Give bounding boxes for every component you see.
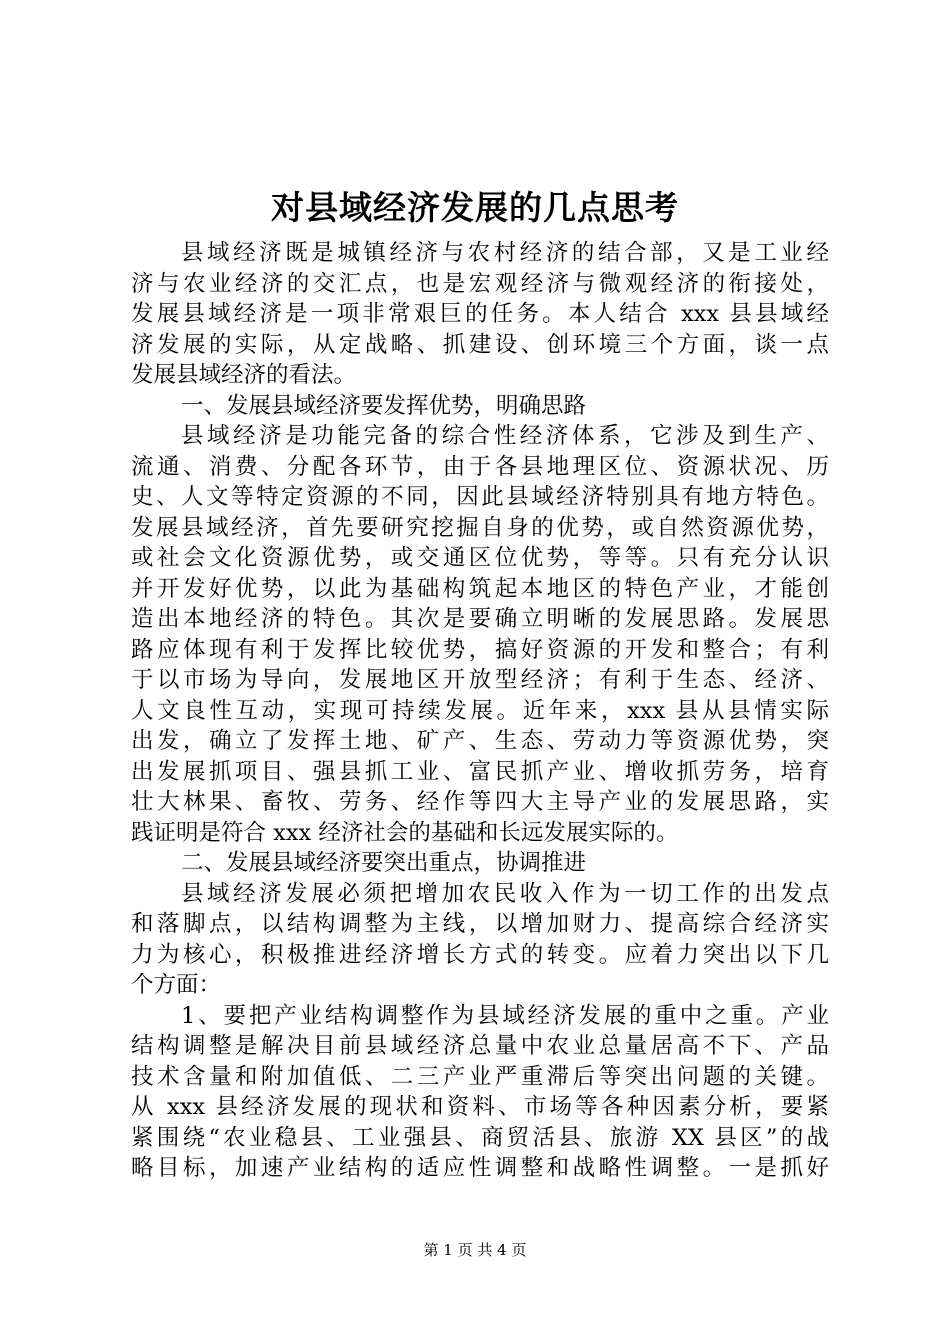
text-line: 造出本地经济的特色。其次是要确立明晰的发展思路。发展思 <box>131 606 829 632</box>
text-line: 发展县域经济，首先要研究挖掘自身的优势，或自然资源优势， <box>131 514 829 541</box>
text-line: 结构调整是解决目前县域经济总量中农业总量居高不下、产品 <box>131 1033 829 1059</box>
text-line: 县域经济既是城镇经济与农村经济的结合部，又是工业经 <box>181 240 829 266</box>
text-line: 发展县域经济的看法。 <box>131 362 357 388</box>
text-line: 技术含量和附加值低、二三产业严重滞后等突出问题的关键。 <box>131 1063 829 1090</box>
text-line: 发展县域经济是一项非常艰巨的任务。本人结合 xxx 县县域经 <box>131 301 829 327</box>
document-body <box>131 238 829 1184</box>
text-line: 一、发展县域经济要发挥优势，明确思路 <box>181 392 587 419</box>
text-line: 史、人文等特定资源的不同，因此县域经济特别具有地方特色。 <box>131 484 829 510</box>
text-line: 出发展抓项目、强县抓工业、富民抓产业、增收抓劳务，培育 <box>131 758 829 785</box>
text-line: 县域经济发展必须把增加农民收入作为一切工作的出发点 <box>181 880 829 907</box>
text-line: 济发展的实际，从定战略、抓建设、创环境三个方面，谈一点 <box>131 331 829 358</box>
text-line: 出发，确立了发挥土地、矿产、生态、劳动力等资源优势，突 <box>131 728 829 754</box>
document-title: 对县域经济发展的几点思考 <box>271 188 679 227</box>
text-line: 紧围绕“农业稳县、工业强县、商贸活县、旅游 XX 县区”的战 <box>131 1124 829 1151</box>
text-line: 略目标，加速产业结构的适应性调整和战略性调整。一是抓好 <box>131 1155 829 1181</box>
text-line: 或社会文化资源优势，或交通区位优势，等等。只有充分认识 <box>131 545 829 571</box>
text-line: 和落脚点，以结构调整为主线，以增加财力、提高综合经济实 <box>131 911 829 937</box>
page-number-footer: 第 1 页 共 4 页 <box>423 1241 527 1259</box>
text-line: 1、要把产业结构调整作为县域经济发展的重中之重。产业 <box>181 1002 829 1029</box>
text-line: 济与农业经济的交汇点，也是宏观经济与微观经济的衔接处， <box>131 270 829 297</box>
text-line: 路应体现有利于发挥比较优势，搞好资源的开发和整合；有利 <box>131 636 829 663</box>
text-line: 二、发展县域经济要突出重点，协调推进 <box>181 850 587 876</box>
text-line: 个方面： <box>131 972 222 998</box>
text-line: 从 xxx 县经济发展的现状和资料、市场等各种因素分析，要紧 <box>131 1094 829 1120</box>
text-line: 流通、消费、分配各环节，由于各县地理区位、资源状况、历 <box>131 453 829 480</box>
text-line: 人文良性互动，实现可持续发展。近年来，xxx 县从县情实际 <box>131 697 829 724</box>
text-line: 壮大林果、畜牧、劳务、经作等四大主导产业的发展思路，实 <box>131 789 829 815</box>
text-line: 于以市场为导向，发展地区开放型经济；有利于生态、经济、 <box>131 667 829 693</box>
text-line: 县域经济是功能完备的综合性经济体系，它涉及到生产、 <box>181 423 829 449</box>
text-line: 力为核心，积极推进经济增长方式的转变。应着力突出以下几 <box>131 941 829 968</box>
text-line: 并开发好优势，以此为基础构筑起本地区的特色产业，才能创 <box>131 575 829 602</box>
text-line: 践证明是符合 xxx 经济社会的基础和长远发展实际的。 <box>131 819 679 846</box>
